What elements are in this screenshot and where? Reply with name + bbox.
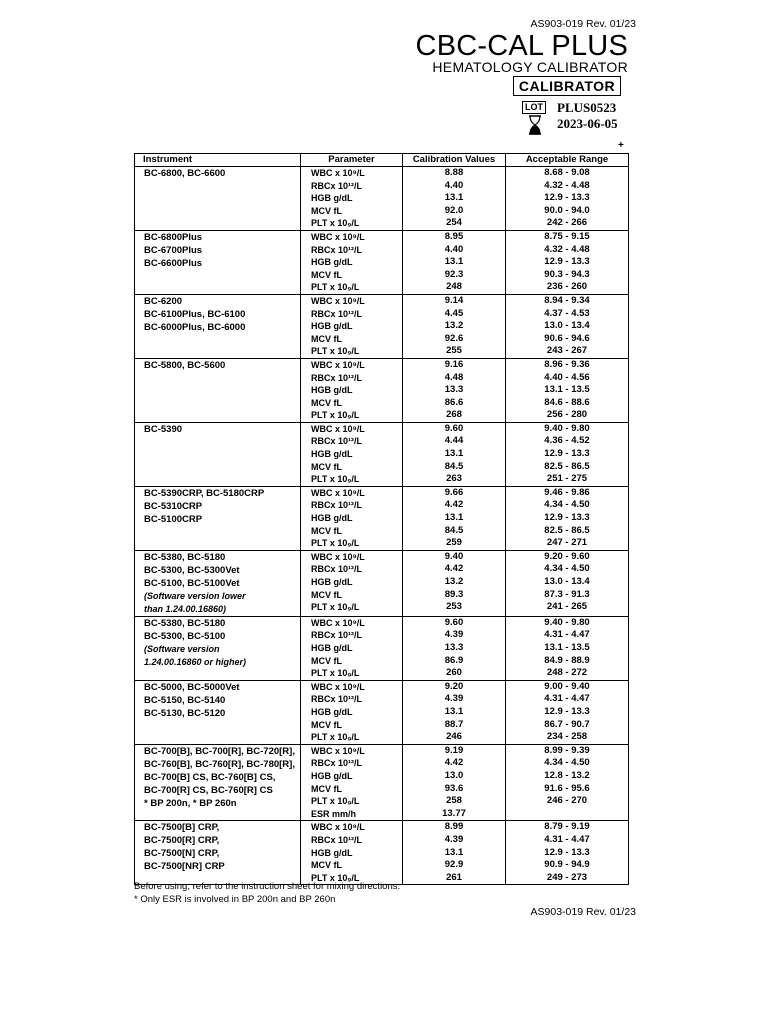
expiry-date: 2023-06-05 [557, 116, 618, 131]
instrument-name: * BP 200n, * BP 260n [144, 797, 237, 809]
calibration-value: 4.42 [444, 499, 464, 511]
acceptable-range: 8.96 - 9.36 [544, 358, 590, 370]
calibration-value: 268 [446, 409, 462, 421]
instrument-name: BC-5380, BC-5180 [144, 551, 226, 563]
calibration-value: 4.40 [444, 179, 464, 191]
calibration-value: 253 [446, 601, 462, 613]
calibration-value: 260 [446, 667, 462, 679]
acceptable-range: 9.46 - 9.86 [544, 486, 590, 498]
parameter-name: HGB g/dL [311, 321, 353, 332]
acceptable-range: 82.5 - 86.5 [544, 524, 590, 536]
acceptable-range: 248 - 272 [546, 667, 588, 679]
parameter-cell [301, 616, 403, 680]
parameter-name: WBC x 10⁹/L [311, 231, 365, 242]
calibration-value: 4.42 [444, 757, 464, 769]
parameter-name: HGB g/dL [311, 706, 353, 717]
instrument-note: 1.24.00.16860 or higher) [144, 656, 247, 667]
calibration-value-cell [403, 358, 506, 422]
acceptable-range: 90.3 - 94.3 [544, 268, 590, 280]
instrument-name: BC-7500[R] CRP, [144, 835, 220, 847]
acceptable-range: 86.7 - 90.7 [544, 718, 590, 730]
calibration-value: 261 [446, 871, 462, 883]
parameter-name: HGB g/dL [311, 577, 353, 587]
parameter-name: PLT x 10₉/L [311, 346, 360, 357]
table-row [135, 167, 629, 231]
parameter-name: WBC x 10⁹/L [311, 168, 365, 178]
parameter-name: RBCx 10¹²/L [311, 436, 363, 447]
acceptable-range: 8.94 - 9.34 [544, 294, 590, 306]
instrument-name: BC-7500[N] CRP, [144, 848, 220, 860]
parameter-name: WBC x 10⁹/L [311, 681, 365, 692]
parameter-name: MCV fL [311, 860, 342, 871]
calibration-value: 4.48 [444, 371, 464, 383]
parameter-name: HGB g/dL [311, 770, 353, 781]
plus-mark: + [618, 140, 624, 151]
instrument-cell [135, 550, 301, 616]
instrument-name: BC-6000Plus, BC-6000 [144, 321, 246, 333]
calibration-value: 4.39 [444, 629, 464, 641]
acceptable-range: 4.32 - 4.48 [544, 243, 590, 255]
acceptable-range: 12.9 - 13.3 [544, 192, 590, 204]
acceptable-range: 8.68 - 9.08 [544, 167, 590, 178]
acceptable-range: 4.32 - 4.48 [544, 179, 590, 191]
parameter-name: PLT x 10₉/L [311, 538, 360, 549]
acceptable-range: 9.20 - 9.60 [544, 550, 590, 562]
parameter-cell [301, 358, 403, 422]
instrument-name: BC-5380, BC-5180 [144, 617, 226, 629]
table-row [135, 680, 629, 744]
parameter-name: HGB g/dL [311, 257, 353, 268]
acceptable-range: 4.34 - 4.50 [544, 563, 590, 575]
calibration-value: 13.1 [444, 705, 464, 717]
acceptable-range: 13.0 - 13.4 [544, 576, 590, 587]
acceptable-range: 90.0 - 94.0 [544, 204, 590, 216]
calibration-value: 86.6 [444, 396, 464, 408]
parameter-name: MCV fL [311, 333, 342, 344]
parameter-name: PLT x 10₉/L [311, 732, 360, 743]
calibration-value: 13.0 [444, 769, 464, 781]
acceptable-range: 84.6 - 88.6 [544, 396, 590, 408]
parameter-name: MCV fL [311, 655, 342, 666]
parameter-name: RBCx 10¹²/L [311, 500, 363, 511]
calibration-value: 92.0 [444, 204, 464, 216]
acceptable-range: 241 - 265 [546, 601, 588, 613]
acceptable-range: 90.9 - 94.9 [544, 859, 590, 871]
parameter-name: ESR mm/h [311, 808, 357, 819]
footnote-esr: * Only ESR is involved in BP 200n and BP 260n [134, 894, 336, 905]
instrument-name: BC-5100, BC-5100Vet [144, 577, 240, 589]
acceptable-range: 247 - 271 [546, 537, 588, 549]
instrument-cell [135, 294, 301, 358]
parameter-name: MCV fL [311, 269, 342, 280]
parameter-name: PLT x 10₉/L [311, 282, 360, 293]
instrument-cell [135, 486, 301, 550]
acceptable-range: 90.6 - 94.6 [544, 332, 590, 344]
lot-symbol-icon: LOT [522, 101, 546, 114]
parameter-name: MCV fL [311, 525, 342, 536]
acceptable-range: 12.8 - 13.2 [544, 769, 590, 781]
calibration-value: 9.20 [444, 680, 464, 692]
product-title: CBC-CAL PLUS [415, 30, 628, 62]
lot-number: PLUS0523 [557, 100, 617, 115]
instrument-cell [135, 744, 301, 821]
instrument-name: BC-6600Plus [144, 257, 203, 269]
instrument-name: BC-6800, BC-6600 [144, 168, 226, 179]
parameter-name: PLT x 10₉/L [311, 410, 360, 421]
instrument-name: BC-5000, BC-5000Vet [144, 681, 240, 693]
parameter-name: WBC x 10⁹/L [311, 617, 365, 628]
table-row [135, 422, 629, 486]
calibration-value: 84.5 [444, 460, 464, 472]
acceptable-range: 256 - 280 [546, 409, 588, 421]
parameter-name: WBC x 10⁹/L [311, 822, 365, 833]
parameter-name: WBC x 10⁹/L [311, 551, 365, 562]
instrument-note: than 1.24.00.16860) [144, 603, 227, 614]
acceptable-range: 9.40 - 9.80 [544, 422, 590, 434]
instrument-cell [135, 616, 301, 680]
instrument-cell [135, 167, 301, 231]
calibration-value: 258 [446, 795, 462, 807]
parameter-name: RBCx 10¹²/L [311, 834, 363, 845]
calibration-value: 84.5 [444, 524, 464, 536]
acceptable-range-cell [506, 422, 629, 486]
parameter-name: RBCx 10¹²/L [311, 372, 363, 383]
parameter-cell [301, 422, 403, 486]
calibration-value: 92.3 [444, 268, 464, 280]
header-parameter: Parameter [301, 154, 403, 167]
calibration-value: 13.1 [444, 192, 464, 204]
parameter-name: RBCx 10¹²/L [311, 694, 363, 705]
acceptable-range: 8.79 - 9.19 [544, 821, 590, 833]
acceptable-range-cell [506, 294, 629, 358]
parameter-name: WBC x 10⁹/L [311, 745, 365, 756]
acceptable-range: 12.9 - 13.3 [544, 448, 590, 460]
acceptable-range-cell [506, 167, 629, 231]
calibration-value: 13.2 [444, 576, 464, 587]
acceptable-range: 4.40 - 4.56 [544, 371, 590, 383]
calibration-value: 9.16 [444, 358, 464, 370]
acceptable-range: 13.0 - 13.4 [544, 320, 590, 332]
acceptable-range: 243 - 267 [546, 345, 588, 357]
calibration-value: 92.6 [444, 332, 464, 344]
acceptable-range: 234 - 258 [546, 731, 588, 743]
acceptable-range: 246 - 270 [546, 795, 588, 807]
calibration-value: 4.39 [444, 693, 464, 705]
acceptable-range: 4.36 - 4.52 [544, 435, 590, 447]
parameter-name: WBC x 10⁹/L [311, 423, 365, 434]
table-row [135, 358, 629, 422]
acceptable-range: 82.5 - 86.5 [544, 460, 590, 472]
parameter-cell [301, 680, 403, 744]
parameter-name: MCV fL [311, 397, 342, 408]
calibration-value-cell [403, 230, 506, 294]
calibration-value: 13.3 [444, 384, 464, 396]
instrument-cell [135, 422, 301, 486]
instrument-cell [135, 230, 301, 294]
calibration-value-cell [403, 294, 506, 358]
parameter-name: PLT x 10₉/L [311, 602, 360, 613]
parameter-cell [301, 294, 403, 358]
calibration-value: 92.9 [444, 859, 464, 871]
calibration-value: 13.1 [444, 846, 464, 858]
instrument-name: BC-5310CRP [144, 500, 203, 512]
acceptable-range: 12.9 - 13.3 [544, 846, 590, 858]
instrument-name: BC-7500[B] CRP, [144, 822, 220, 834]
instrument-name: BC-5130, BC-5120 [144, 707, 226, 719]
parameter-name: RBCx 10¹²/L [311, 630, 363, 641]
instrument-name: BC-6200 [144, 295, 183, 307]
acceptable-range: 13.1 - 13.5 [544, 384, 590, 396]
instrument-note: (Software version [144, 643, 220, 654]
parameter-name: PLT x 10₉/L [311, 218, 360, 229]
calibration-value: 4.42 [444, 563, 464, 575]
calibration-value: 254 [446, 217, 462, 229]
acceptable-range: 12.9 - 13.3 [544, 705, 590, 717]
calibration-value-cell [403, 422, 506, 486]
calibration-value: 8.95 [444, 230, 464, 242]
acceptable-range: 249 - 273 [546, 871, 588, 883]
table-row [135, 294, 629, 358]
acceptable-range: 4.31 - 4.47 [544, 693, 590, 705]
instrument-name: BC-5800, BC-5600 [144, 359, 226, 371]
acceptable-range: 4.37 - 4.53 [544, 307, 590, 319]
calibration-value: 13.1 [444, 256, 464, 268]
calibration-value-cell [403, 167, 506, 231]
instrument-name: BC-5100CRP [144, 513, 203, 525]
table-row [135, 230, 629, 294]
parameter-name: HGB g/dL [311, 643, 353, 653]
table-header-row [135, 154, 629, 167]
calibration-value: 9.60 [444, 422, 464, 434]
product-subtitle: HEMATOLOGY CALIBRATOR [432, 59, 628, 75]
parameter-name: HGB g/dL [311, 513, 353, 524]
parameter-cell [301, 486, 403, 550]
instrument-name: BC-700[R] CS, BC-760[R] CS [144, 784, 273, 796]
calibration-value: 13.1 [444, 448, 464, 460]
acceptable-range: 4.34 - 4.50 [544, 499, 590, 511]
calibration-value: 13.3 [444, 642, 464, 653]
parameter-name: WBC x 10⁹/L [311, 295, 365, 306]
parameter-name: RBCx 10¹²/L [311, 564, 363, 575]
acceptable-range [506, 808, 628, 821]
parameter-name: MCV fL [311, 205, 342, 216]
document-code-top: AS903-019 Rev. 01/23 [530, 18, 636, 30]
footnote-mixing: Before using, refer to the instruction sheet for mixing directions. [134, 881, 401, 892]
instrument-name: BC-5150, BC-5140 [144, 694, 226, 706]
parameter-name: WBC x 10⁹/L [311, 359, 365, 370]
parameter-cell [301, 550, 403, 616]
acceptable-range-cell [506, 744, 629, 821]
acceptable-range-cell [506, 486, 629, 550]
calibration-value: 4.45 [444, 307, 464, 319]
acceptable-range-cell [506, 358, 629, 422]
parameter-name: MCV fL [311, 589, 342, 600]
parameter-name: PLT x 10₉/L [311, 668, 360, 679]
calibration-value: 246 [446, 731, 462, 743]
parameter-name: HGB g/dL [311, 847, 353, 858]
product-type-box: CALIBRATOR [513, 76, 621, 96]
calibration-value: 13.1 [444, 512, 464, 524]
calibration-value: 4.44 [444, 435, 464, 447]
acceptable-range: 84.9 - 88.9 [544, 654, 590, 666]
acceptable-range: 4.31 - 4.47 [544, 833, 590, 845]
parameter-name: RBCx 10¹²/L [311, 244, 363, 255]
calibration-value: 4.39 [444, 833, 464, 845]
calibration-value: 255 [446, 345, 462, 357]
acceptable-range-cell [506, 616, 629, 680]
parameter-name: HGB g/dL [311, 193, 353, 204]
table-row [135, 486, 629, 550]
instrument-cell [135, 821, 301, 885]
calibration-value: 9.60 [444, 616, 464, 628]
instrument-name: BC-7500[NR] CRP [144, 861, 225, 873]
parameter-name: HGB g/dL [311, 449, 353, 460]
calibration-value: 9.14 [444, 294, 464, 306]
calibration-value-cell [403, 821, 506, 885]
instrument-cell [135, 358, 301, 422]
calibration-value-cell [403, 616, 506, 680]
acceptable-range: 4.31 - 4.47 [544, 629, 590, 641]
calibration-value: 248 [446, 281, 462, 293]
header-calibration-values: Calibration Values [403, 154, 506, 167]
instrument-name: BC-700[B], BC-700[R], BC-720[R], [144, 745, 295, 757]
acceptable-range-cell [506, 550, 629, 616]
parameter-cell [301, 744, 403, 821]
acceptable-range: 9.40 - 9.80 [544, 616, 590, 628]
calibration-value: 263 [446, 473, 462, 485]
acceptable-range: 12.9 - 13.3 [544, 512, 590, 524]
acceptable-range: 242 - 266 [546, 217, 588, 229]
instrument-name: BC-6100Plus, BC-6100 [144, 308, 246, 320]
parameter-name: RBCx 10¹²/L [311, 308, 363, 319]
table-row [135, 744, 629, 821]
calibration-value: 9.66 [444, 486, 464, 498]
parameter-name: MCV fL [311, 719, 342, 730]
parameter-cell [301, 230, 403, 294]
instrument-name: BC-6800Plus [144, 231, 203, 243]
parameter-name: HGB g/dL [311, 385, 353, 396]
calibration-value-cell [403, 550, 506, 616]
calibration-value: 13.77 [442, 807, 466, 819]
acceptable-range: 13.1 - 13.5 [544, 642, 590, 653]
instrument-cell [135, 680, 301, 744]
calibration-value: 8.88 [444, 167, 464, 178]
table-body [135, 167, 629, 885]
header-instrument: Instrument [135, 154, 301, 167]
parameter-name: RBCx 10¹²/L [311, 180, 363, 191]
calibration-value: 9.19 [444, 744, 464, 756]
calibration-value-cell [403, 744, 506, 821]
parameter-name: WBC x 10⁹/L [311, 487, 365, 498]
calibration-value-cell [403, 486, 506, 550]
calibration-value: 4.40 [444, 243, 464, 255]
calibration-table [134, 153, 629, 885]
calibration-value: 89.3 [444, 588, 464, 600]
parameter-name: PLT x 10₉/L [311, 796, 360, 807]
hourglass-icon [528, 115, 542, 135]
parameter-name: MCV fL [311, 461, 342, 472]
header-acceptable-range: Acceptable Range [506, 154, 629, 167]
calibration-value: 86.9 [444, 654, 464, 666]
parameter-name: PLT x 10₉/L [311, 474, 360, 485]
calibration-value-cell [403, 680, 506, 744]
calibration-value: 13.2 [444, 320, 464, 332]
calibration-value: 93.6 [444, 782, 464, 794]
instrument-name: BC-5300, BC-5100 [144, 630, 226, 642]
instrument-name: BC-5390 [144, 423, 183, 435]
calibration-value: 8.99 [444, 821, 464, 833]
acceptable-range-cell [506, 821, 629, 885]
calibration-value: 88.7 [444, 718, 464, 730]
acceptable-range-cell [506, 230, 629, 294]
instrument-name: BC-6700Plus [144, 244, 203, 256]
parameter-name: PLT x 10₉/L [311, 872, 360, 883]
calibration-value: 259 [446, 537, 462, 549]
acceptable-range: 9.00 - 9.40 [544, 680, 590, 692]
acceptable-range: 236 - 260 [546, 281, 588, 293]
table-row [135, 616, 629, 680]
document-code-bottom: AS903-019 Rev. 01/23 [530, 906, 636, 918]
table-row [135, 821, 629, 885]
acceptable-range: 4.34 - 4.50 [544, 757, 590, 769]
instrument-name: BC-5300, BC-5300Vet [144, 564, 240, 576]
parameter-name: RBCx 10¹²/L [311, 758, 363, 769]
acceptable-range: 251 - 275 [546, 473, 588, 485]
acceptable-range: 8.99 - 9.39 [544, 744, 590, 756]
parameter-cell [301, 821, 403, 885]
parameter-name: MCV fL [311, 783, 342, 794]
parameter-cell [301, 167, 403, 231]
acceptable-range-cell [506, 680, 629, 744]
instrument-name: BC-760[B], BC-760[R], BC-780[R], [144, 758, 295, 770]
table-row [135, 550, 629, 616]
acceptable-range: 91.6 - 95.6 [544, 782, 590, 794]
acceptable-range: 12.9 - 13.3 [544, 256, 590, 268]
acceptable-range: 8.75 - 9.15 [544, 230, 590, 242]
acceptable-range: 87.3 - 91.3 [544, 588, 590, 600]
instrument-name: BC-700[B] CS, BC-760[B] CS, [144, 771, 276, 783]
instrument-name: BC-5390CRP, BC-5180CRP [144, 487, 265, 499]
instrument-note: (Software version lower [144, 590, 246, 601]
calibration-value: 9.40 [444, 550, 464, 562]
